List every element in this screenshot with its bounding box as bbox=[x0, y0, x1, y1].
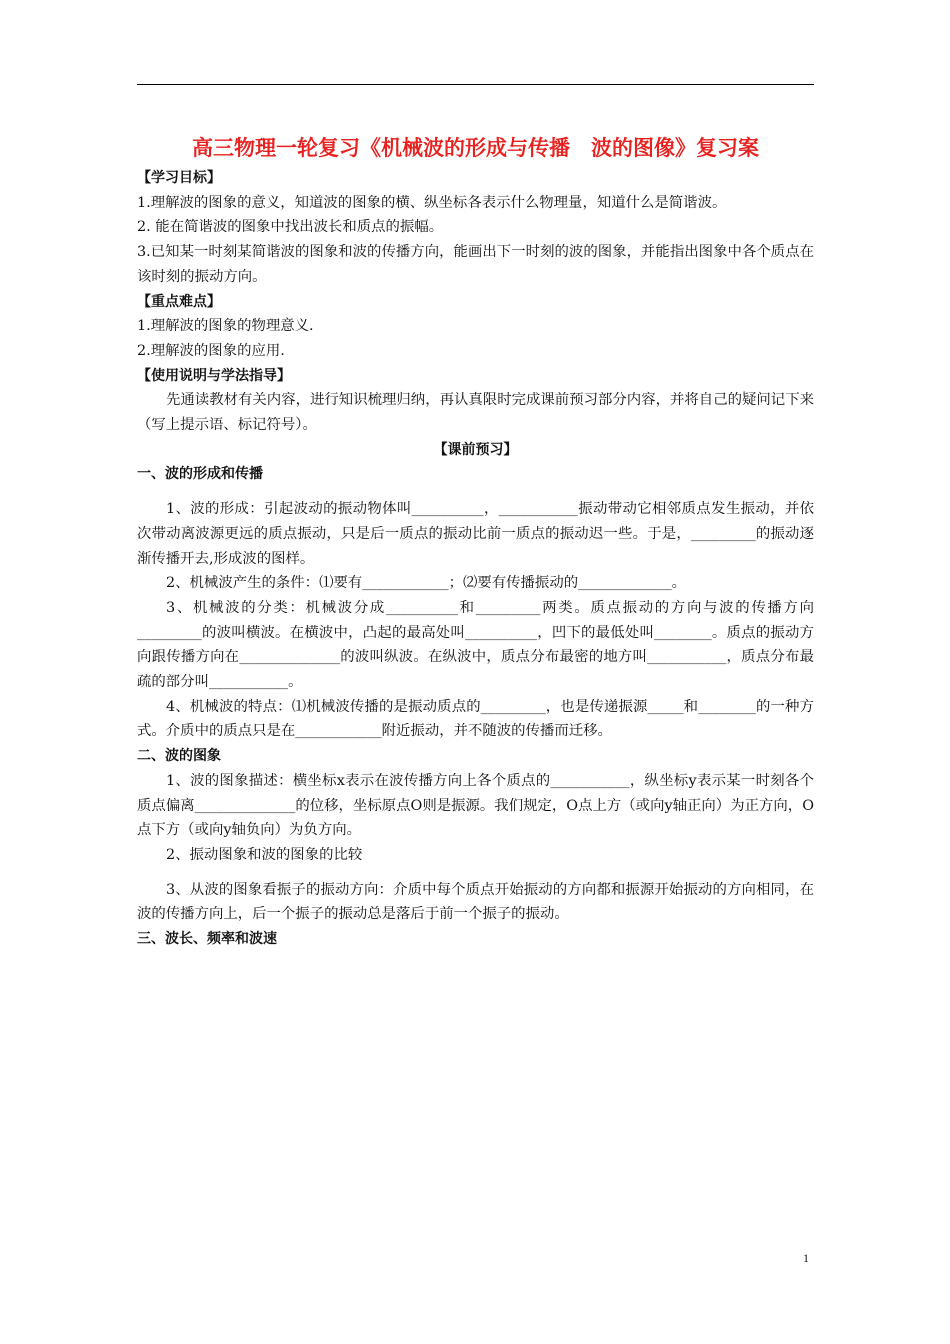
document-body bbox=[137, 130, 814, 952]
instructions-text: 先通读教材有关内容，进行知识梳理归纳，再认真限时完成课前预习部分内容，并将自己的疑问记下来（写上提示语、标记符号）。 bbox=[137, 392, 814, 434]
section1-paragraph: 1、波的形成：引起波动的振动物体叫__________，___________振动带动它相邻质点发生振动，并依次带动离波源更远的质点振动，只是后一质点的振动比前一质点的振动迟一些。于是，_________的振动逐渐传播开去,形成波的图样。 bbox=[137, 501, 814, 567]
objective-item: 3.已知某一时刻某简谐波的图象和波的传播方向，能画出下一时刻的波的图象，并能指出图象中各个质点在该时刻的振动方向。 bbox=[137, 244, 814, 285]
document-title: 高三物理一轮复习《机械波的形成与传播 波的图像》复习案 bbox=[192, 135, 759, 160]
section2-heading: 二、波的图象 bbox=[137, 748, 221, 765]
page-number: 1 bbox=[803, 1251, 809, 1265]
key-point-item: 2.理解波的图象的应用. bbox=[137, 342, 285, 359]
preview-heading: 【课前预习】 bbox=[433, 441, 518, 458]
section3-heading: 三、波长、频率和波速 bbox=[137, 931, 277, 948]
key-point-item: 1.理解波的图象的物理意义. bbox=[137, 318, 314, 335]
objective-item: 1.理解波的图象的意义，知道波的图象的横、纵坐标各表示什么物理量，知道什么是简谐波。 bbox=[137, 194, 727, 211]
instructions-heading: 【使用说明与学法指导】 bbox=[137, 367, 291, 384]
header-rule bbox=[137, 84, 814, 85]
section2-paragraph: 3、从波的图象看振子的振动方向：介质中每个质点开始振动的方向都和振源开始振动的方向相同，在波的传播方向上，后一个振子的振动总是落后于前一个振子的振动。 bbox=[137, 881, 814, 923]
objectives-heading: 【学习目标】 bbox=[137, 170, 221, 186]
section2-paragraph: 1、波的图象描述：横坐标x表示在波传播方向上各个质点的___________，纵坐标y表示某一时刻各个质点偏离______________的位移，坐标原点O则是振源。我们规定，O点上方（或向y轴正向）为正方向，O点下方（或向y轴负向）为负方向。 bbox=[137, 772, 814, 839]
key-points-heading: 【重点难点】 bbox=[137, 293, 221, 310]
section2-paragraph: 2、振动图象和波的图象的比较 bbox=[166, 846, 363, 863]
section1-paragraph: 2、机械波产生的条件：⑴要有____________；⑵要有传播振动的_____________。 bbox=[166, 575, 687, 592]
objective-item: 2. 能在简谐波的图象中找出波长和质点的振幅。 bbox=[137, 219, 444, 236]
section1-paragraph: 4、机械波的特点：⑴机械波传播的是振动质点的_________，也是传递振源_____和________的一种方式。介质中的质点只是在____________附近振动，并不随波的传播而迁移。 bbox=[137, 698, 814, 740]
section1-paragraph: 3、机械波的分类：机械波分成__________和_________两类。质点振动的方向与波的传播方向_________的波叫横波。在横波中，凸起的最高处叫__________，凹下的最低处叫________。质点的振动方向跟传播方向在______________的波叫纵波。在纵波中，质点分布最密的地方叫___________，质点分布最疏的部分叫___________。 bbox=[137, 599, 814, 691]
section1-heading: 一、波的形成和传播 bbox=[137, 466, 263, 483]
